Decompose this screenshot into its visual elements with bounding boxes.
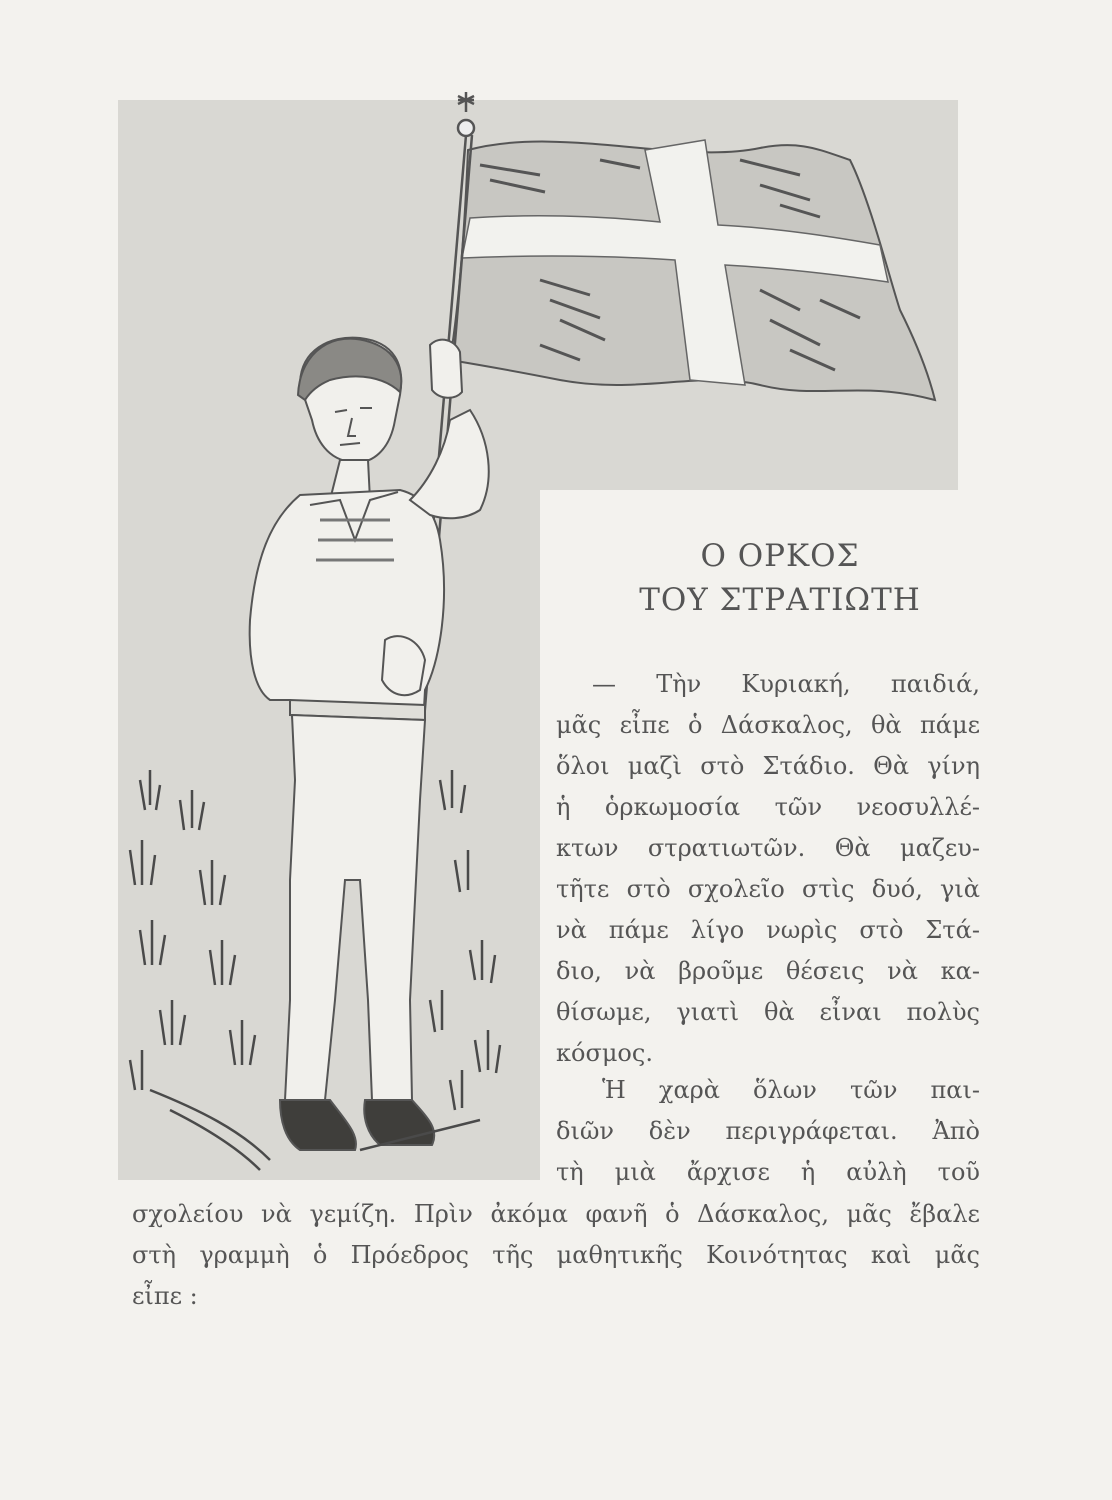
paragraph-1 [556,664,980,1074]
text-line: ἡ ὁρκωμοσία τῶν νεοσυλλέ- [556,793,980,821]
text-line: ὅλοι μαζὶ στὸ Στάδιο. Θὰ γίνη [556,752,980,780]
paragraph-2-full [132,1194,980,1317]
text-line: διο, νὰ βροῦμε θέσεις νὰ κα- [556,957,980,985]
text-line: εἶπε : [132,1282,198,1310]
text-line: κόσμος. [556,1039,653,1067]
text-line: θίσωμε, γιατὶ θὰ εἶναι πολὺς [556,998,980,1026]
text-line: κτων στρατιωτῶν. Θὰ μαζευ- [556,834,980,862]
text-line: Ἡ χαρὰ ὅλων τῶν παι- [602,1076,980,1104]
text-line: τῆτε στὸ σχολεῖο στὶς δυό, γιὰ [556,875,980,903]
title-line-1: Ο ΟΡΚΟΣ [700,538,860,574]
chapter-title [580,534,980,622]
text-line: τὴ μιὰ ἄρχισε ἡ αὐλὴ τοῦ [556,1158,980,1186]
text-line: νὰ πάμε λίγο νωρὶς στὸ Στά- [556,916,980,944]
text-line: μᾶς εἶπε ὁ Δάσκαλος, θὰ πάμε [556,711,980,739]
paragraph-2-column [556,1070,980,1193]
text-line: διῶν δὲν περιγράφεται. Ἀπὸ [556,1117,980,1145]
title-line-2: ΤΟΥ ΣΤΡΑΤΙΩΤΗ [639,582,921,618]
text-line: — Τὴν Κυριακή, παιδιά, [592,670,980,698]
text-line: σχολείου νὰ γεμίζη. Πρὶν ἀκόμα φανῆ ὁ Δάσκαλος, μᾶς ἔβαλε [132,1200,980,1228]
text-line: στὴ γραμμὴ ὁ Πρόεδρος τῆς μαθητικῆς Κοινότητας καὶ μᾶς [132,1241,980,1269]
